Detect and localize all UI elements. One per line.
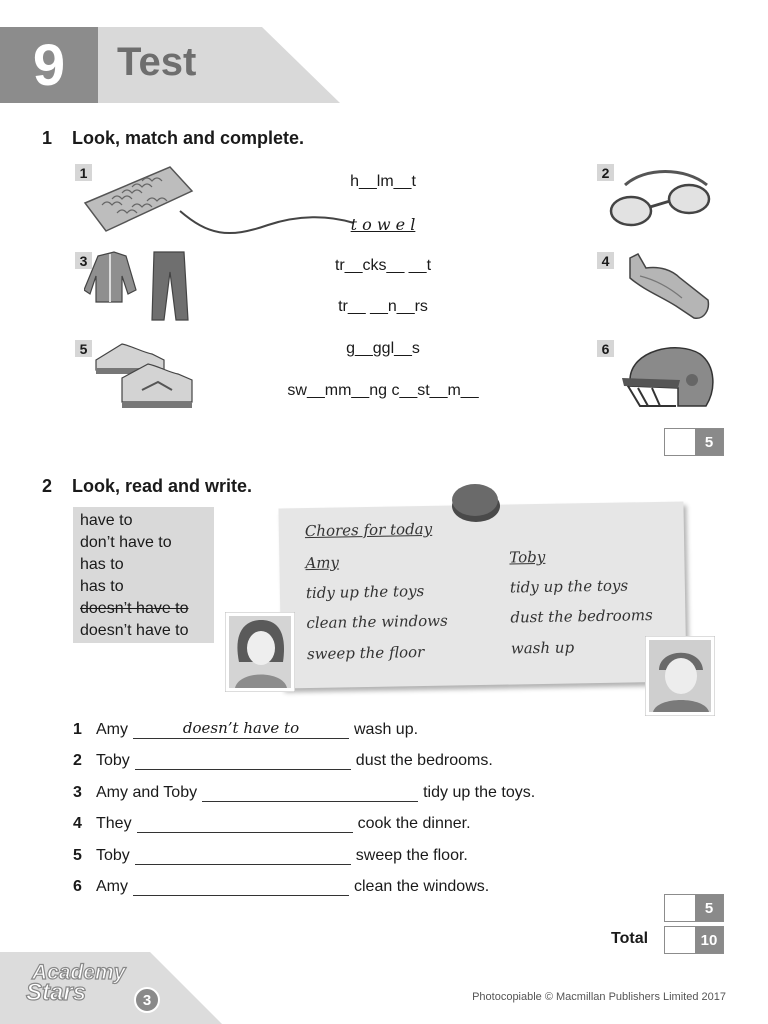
exercise-1-heading — [42, 128, 304, 149]
exercise-1-score-box — [664, 428, 724, 456]
sentence-number: 4 — [73, 815, 82, 832]
copyright-text: Photocopiable © Macmillan Publishers Limited 2017 — [472, 991, 726, 1003]
picture-label-5: 5 — [75, 340, 92, 357]
picture-label-6: 6 — [597, 340, 614, 357]
sentence-rest: clean the windows. — [354, 878, 490, 895]
footer-logo — [0, 952, 230, 1024]
sentence-subject: Toby — [96, 752, 130, 769]
sentence-2 — [73, 748, 493, 770]
word-bank-item: has to — [80, 578, 124, 595]
sentence-subject: They — [96, 815, 132, 832]
sentence-number: 5 — [73, 847, 82, 864]
tracksuit-icon — [84, 250, 192, 322]
answer-field-2[interactable] — [135, 750, 351, 770]
sentence-rest: cook the dinner. — [357, 815, 471, 832]
answer-field-6[interactable] — [133, 876, 349, 896]
page-title: Test — [117, 40, 197, 84]
sentence-subject: Amy — [96, 878, 128, 895]
word-swimming-costume: sw__mm__ng c__st__m__ — [287, 382, 479, 399]
logo-line-1: Academy — [32, 961, 126, 984]
exercise-2-heading — [42, 476, 252, 497]
exercise-1-number: 1 — [42, 128, 53, 148]
word-trainers: tr__ __n__rs — [338, 298, 428, 315]
exercise-2-number: 2 — [42, 476, 53, 496]
exercise-2-score-box — [664, 894, 724, 922]
trainers-icon — [92, 338, 197, 414]
answer-field-5[interactable] — [135, 845, 351, 865]
score-blank[interactable] — [665, 895, 695, 921]
toby-chore: tidy up the toys — [509, 576, 629, 597]
exercise-1-instruction: Look, match and complete. — [72, 128, 305, 148]
amy-chore: tidy up the toys — [305, 582, 425, 603]
sentence-rest: dust the bedrooms. — [355, 752, 493, 769]
picture-label-4: 4 — [597, 252, 614, 269]
word-helmet: h__lm__t — [350, 173, 416, 190]
pin-icon — [450, 480, 502, 526]
toby-chore: dust the bedrooms — [510, 606, 653, 627]
note-title: Chores for today — [304, 519, 433, 541]
sentence-1 — [73, 717, 418, 739]
sentence-number: 3 — [73, 784, 82, 801]
sentence-3 — [73, 780, 535, 802]
note-toby-label: Toby — [509, 547, 546, 567]
logo-level-badge: 3 — [134, 987, 160, 1013]
total-score-box — [664, 926, 724, 954]
answer-field-1[interactable]: doesn’t have to — [133, 719, 349, 739]
sentence-number: 6 — [73, 878, 82, 895]
word-bank-item: don’t have to — [80, 534, 172, 551]
word-bank-item: doesn’t have to — [80, 622, 189, 639]
word-bank-item: have to — [80, 512, 133, 529]
amy-chore: clean the windows — [306, 611, 448, 633]
sentence-rest: sweep the floor. — [355, 847, 468, 864]
amy-chore: sweep the floor — [306, 643, 425, 664]
sentence-5 — [73, 843, 468, 865]
picture-label-1: 1 — [75, 164, 92, 181]
word-towel: t o w e l — [350, 215, 416, 234]
exercise-2-score: 5 — [695, 895, 723, 921]
sentence-subject: Amy — [96, 721, 128, 738]
toby-chore: wash up — [510, 638, 575, 658]
toby-photo — [645, 636, 715, 716]
word-bank-item: has to — [80, 556, 124, 573]
picture-label-3: 3 — [75, 252, 92, 269]
word-tracksuit: tr__cks__ __t — [334, 257, 432, 274]
total-score: 10 — [695, 927, 723, 953]
helmet-icon — [618, 340, 718, 412]
unit-number: 9 — [32, 32, 66, 98]
note-amy-label: Amy — [305, 553, 340, 573]
sentence-6 — [73, 874, 489, 896]
goggles-icon — [605, 165, 717, 233]
sentence-number: 2 — [73, 752, 82, 769]
word-bank — [73, 507, 214, 643]
answer-field-3[interactable] — [202, 782, 418, 802]
sentence-rest: tidy up the toys. — [423, 784, 536, 801]
answer-field-4[interactable] — [137, 813, 353, 833]
logo-line-2: Stars — [26, 979, 87, 1006]
sentence-number: 1 — [73, 721, 82, 738]
amy-photo — [225, 612, 295, 692]
sentence-4 — [73, 811, 471, 833]
score-blank[interactable] — [665, 927, 695, 953]
word-bank-item-used: doesn’t have to — [80, 600, 189, 617]
score-blank[interactable] — [665, 429, 695, 455]
sentence-rest: wash up. — [354, 721, 419, 738]
chores-note — [278, 501, 686, 688]
total-label: Total — [611, 930, 649, 947]
exercise-2-instruction: Look, read and write. — [72, 476, 253, 496]
sentence-subject: Toby — [96, 847, 130, 864]
exercise-1-score: 5 — [695, 429, 723, 455]
picture-label-2: 2 — [597, 164, 614, 181]
sentence-subject: Amy and Toby — [96, 784, 198, 801]
word-goggles: g__ggl__s — [346, 340, 420, 357]
swimming-costume-icon — [620, 250, 715, 325]
